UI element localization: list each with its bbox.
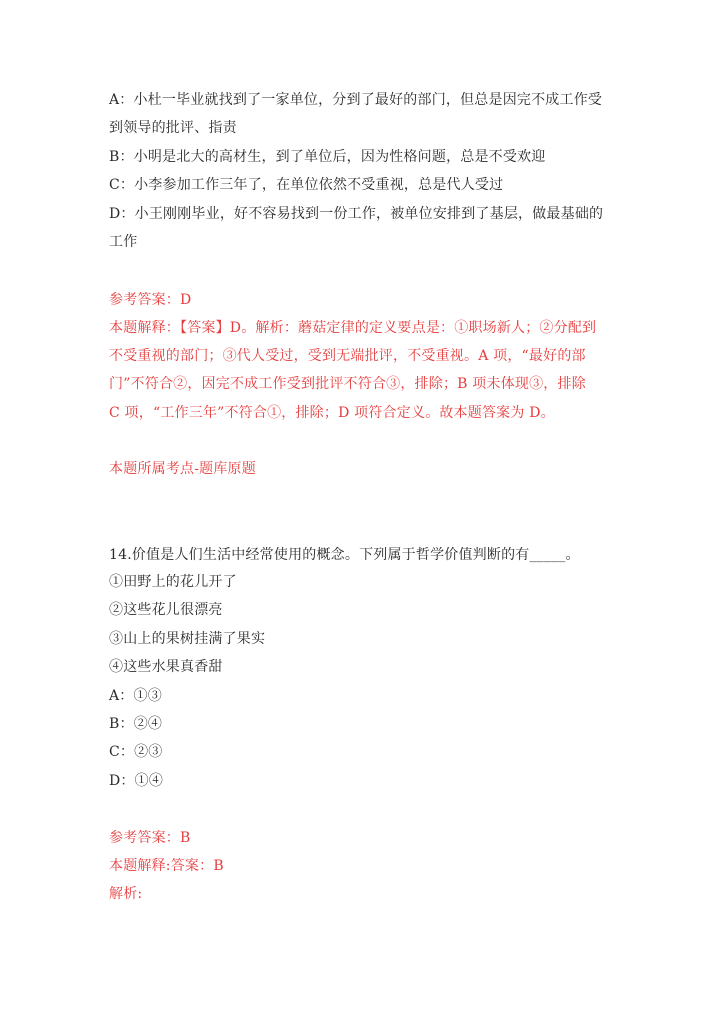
q13-answer: 参考答案：D: [109, 292, 192, 308]
q13-option-b: B：小明是北大的高材生，到了单位后，因为性格问题，总是不受欢迎: [109, 149, 546, 165]
q14-explanation: 本题解释:答案：B: [109, 858, 224, 874]
q14-analysis: 解析:: [109, 886, 143, 902]
q13-option-d-line-1: D：小王刚刚毕业，好不容易找到一份工作，被单位安排到了基层，做最基础的: [109, 206, 604, 222]
q14-answer: 参考答案：B: [109, 830, 191, 846]
q14-statement-1: ①田野上的花儿开了: [109, 574, 237, 590]
q13-category: 本题所属考点-题库原题: [109, 461, 256, 477]
q14-option-c: C：②③: [109, 744, 163, 760]
q14-option-d: D：①④: [109, 773, 164, 789]
q14-statement-4: ④这些水果真香甜: [109, 659, 223, 675]
q13-explanation-line-4: C 项，“工作三年”不符合①，排除；D 项符合定义。故本题答案为 D。: [109, 405, 555, 421]
q14-option-b: B：②④: [109, 716, 163, 732]
q14-question: 14.价值是人们生活中经常使用的概念。下列属于哲学价值判断的有_____。: [109, 547, 580, 563]
q13-explanation-line-1: 本题解释：【答案】D。解析：蘑菇定律的定义要点是：①职场新人；②分配到: [109, 320, 597, 336]
q14-option-a: A：①③: [109, 688, 162, 704]
q13-explanation-line-3: 门”不符合②，因完不成工作受到批评不符合③，排除；B 项未体现③，排除: [109, 376, 586, 392]
q14-statement-2: ②这些花儿很漂亮: [109, 602, 223, 618]
q13-option-a-line-2: 到领导的批评、指责: [109, 120, 237, 136]
q13-option-a-line-1: A：小杜一毕业就找到了一家单位，分到了最好的部门，但总是因完不成工作受: [109, 92, 603, 108]
q13-option-d-line-2: 工作: [109, 234, 138, 250]
q13-option-c: C：小李参加工作三年了，在单位依然不受重视，总是代人受过: [109, 177, 504, 193]
q13-explanation-line-2: 不受重视的部门；③代人受过，受到无端批评，不受重视。A 项，“最好的部: [109, 348, 586, 364]
q14-statement-3: ③山上的果树挂满了果实: [109, 631, 266, 647]
